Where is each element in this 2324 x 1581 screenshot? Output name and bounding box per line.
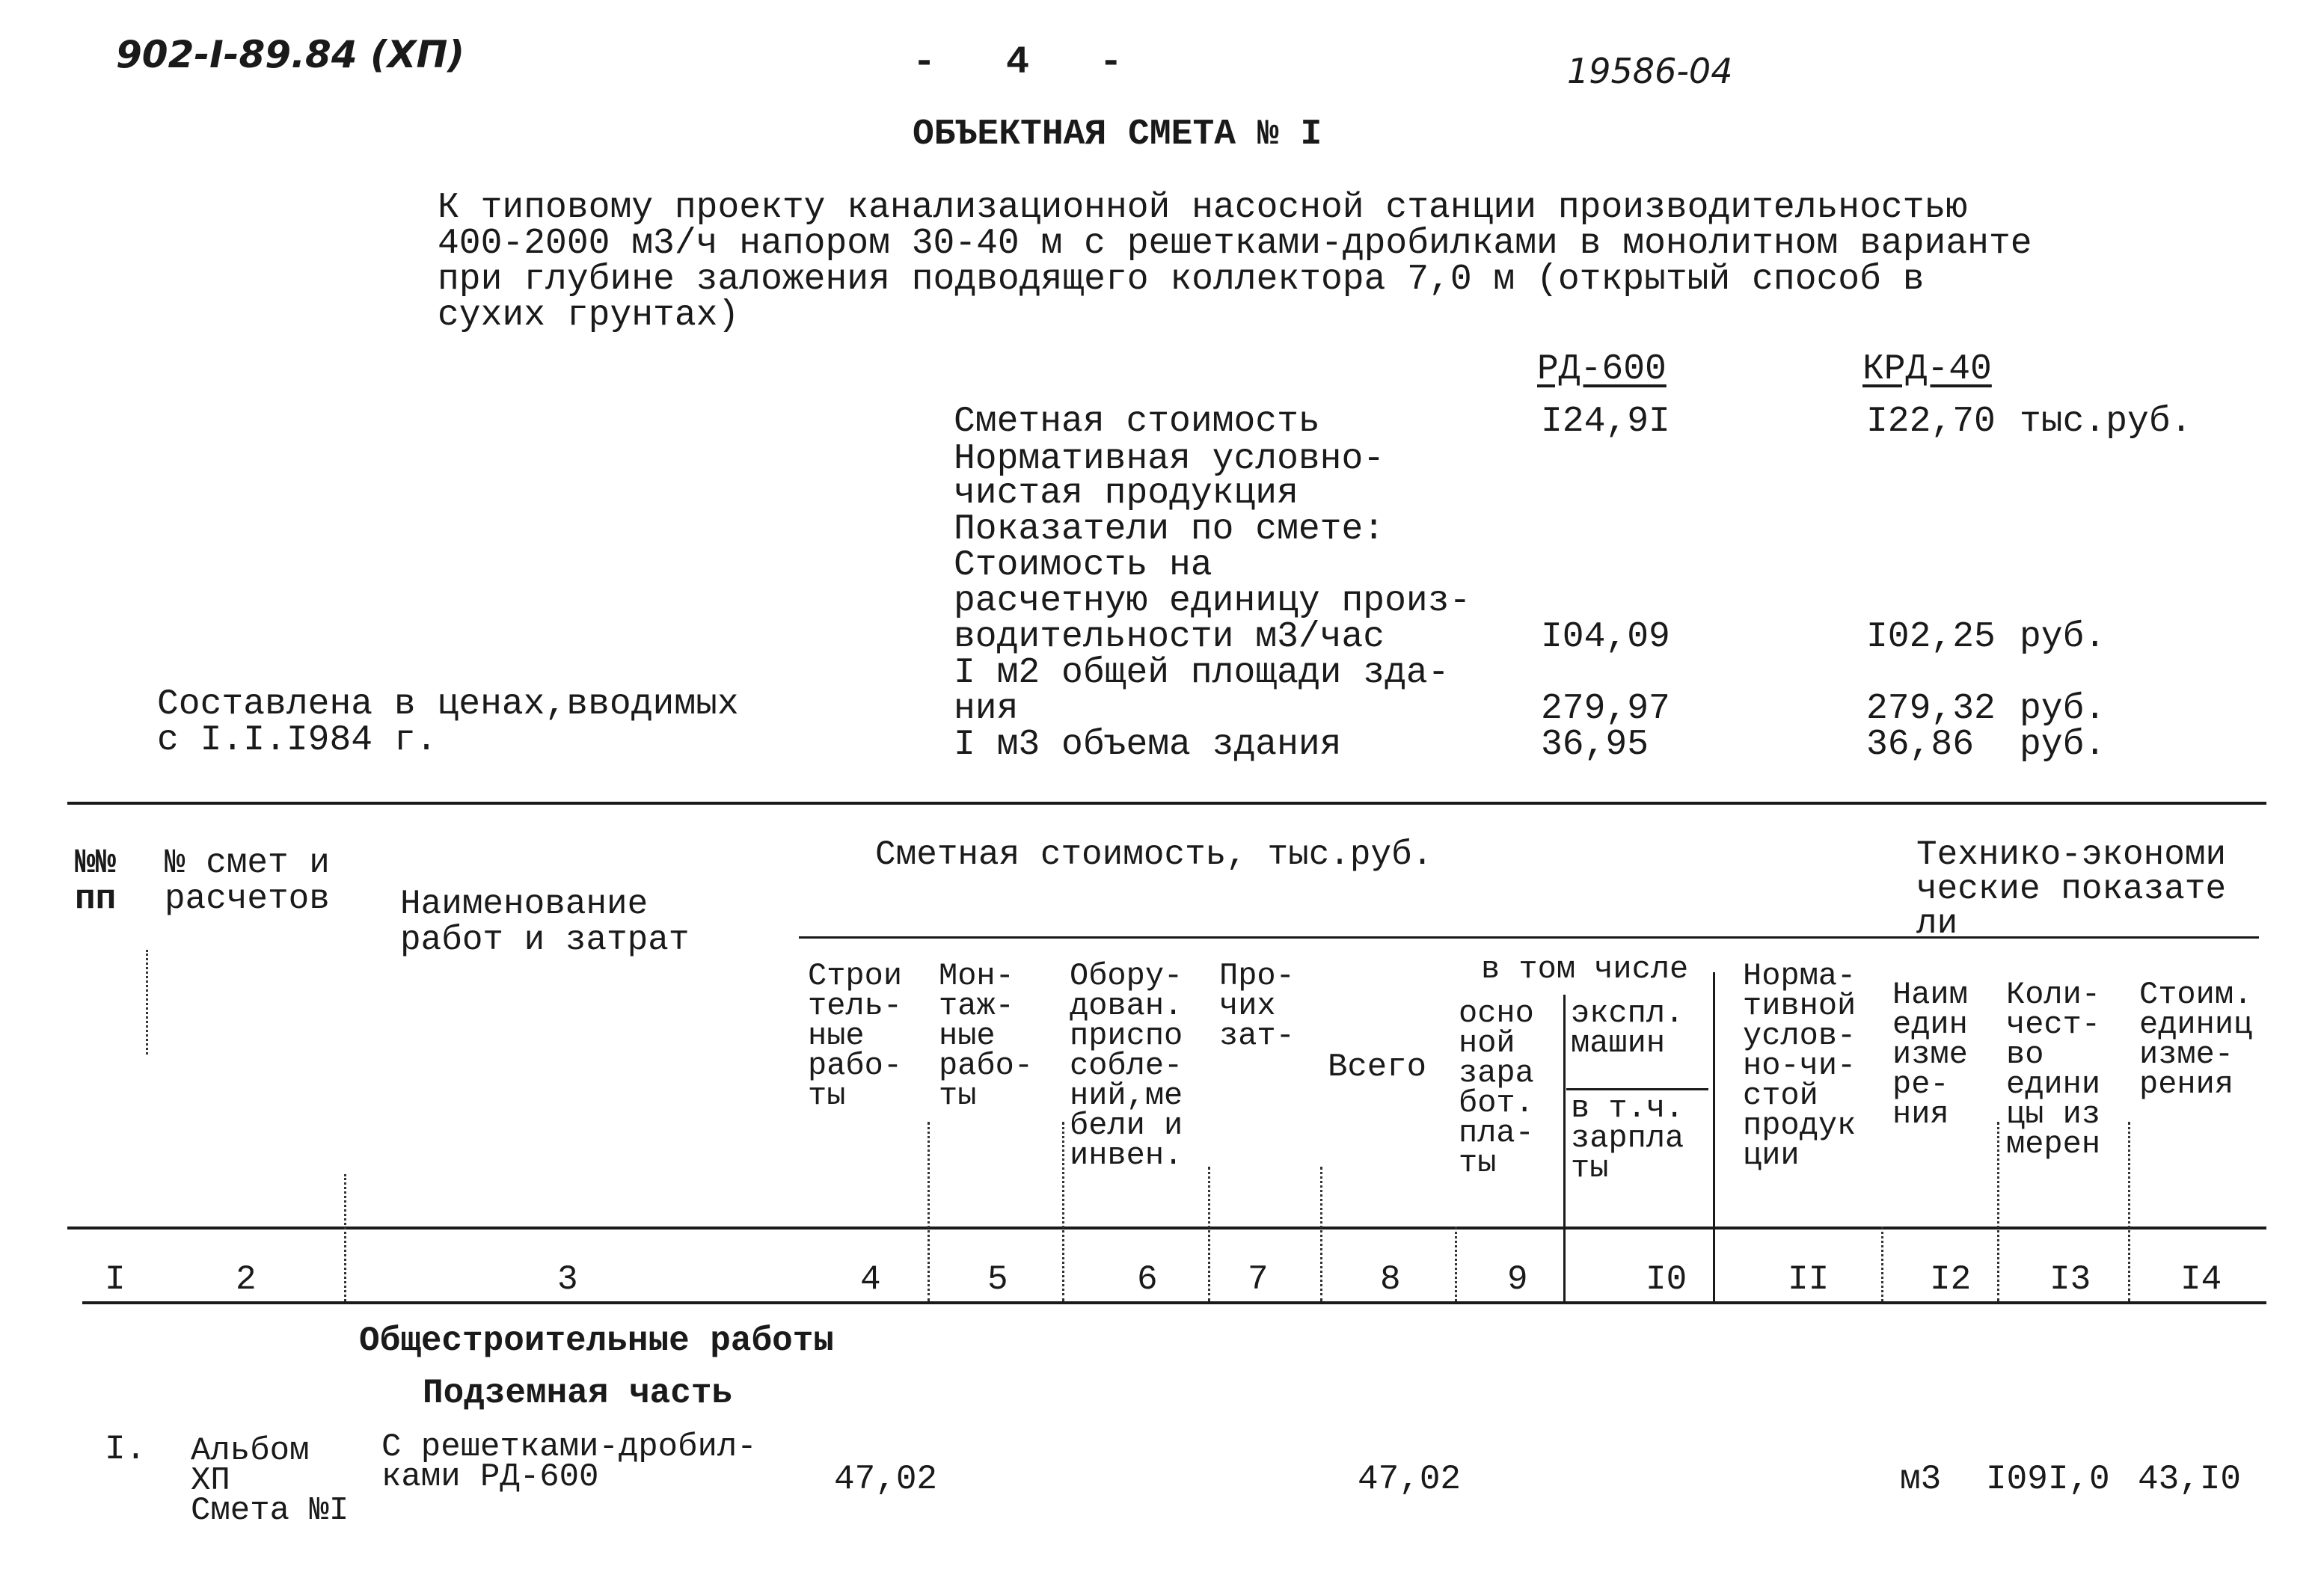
column-number-5: 5 <box>987 1260 1008 1299</box>
summary-label: ния <box>954 689 1019 729</box>
intro-line-3: при глубине заложения подводящего коллектора 7,0 м (открытый способ в <box>438 260 1925 300</box>
column-number-11: II <box>1788 1260 1830 1299</box>
summary-unit: тыс.руб. <box>2020 402 2192 442</box>
row-1-total: 47,02 <box>1358 1460 1462 1499</box>
sep-2 <box>344 1174 346 1301</box>
prices-note-line-2: с I.I.I984 г. <box>157 720 438 761</box>
sep-13 <box>2128 1122 2130 1301</box>
th-c8: Всего <box>1328 1049 1427 1086</box>
intro-line-1: К типовому проекту канализационной насосной станции производительностью <box>438 188 1968 228</box>
th-c7: Про- чих зат- <box>1219 958 1295 1054</box>
section-title: Общестроительные работы <box>359 1321 834 1360</box>
column-numbers-rule <box>82 1301 2266 1304</box>
header-bottom-rule <box>67 1227 2266 1230</box>
summary-label: Показатели по смете: <box>954 509 1385 550</box>
th-including: в том числе <box>1481 951 1689 987</box>
summary-label: I м2 общей площади зда- <box>954 653 1450 693</box>
sep-9 <box>1563 995 1566 1301</box>
row-1-construction-cost: 47,02 <box>834 1460 938 1499</box>
summary-label: расчетную единицу произ- <box>954 581 1471 621</box>
column-number-12: I2 <box>1930 1260 1972 1299</box>
row-1-unit: м3 <box>1900 1460 1942 1499</box>
th-c9: осно ной зара бот. пла- ты <box>1459 995 1534 1181</box>
sep-8 <box>1455 1227 1457 1301</box>
column-number-1: I <box>105 1260 126 1299</box>
summary-value-krd40: I02,25 <box>1866 617 1996 657</box>
summary-value-krd40: I22,70 <box>1866 402 1996 442</box>
th-c4: Строи тель- ные рабо- ты <box>808 958 903 1114</box>
column-number-9: 9 <box>1507 1260 1528 1299</box>
sep-10 <box>1713 972 1715 1301</box>
th-tech-group: Технико-экономи ческие показате ли <box>1916 835 2227 943</box>
summary-col-krd40: КРД-40 <box>1862 349 1992 390</box>
sep-7 <box>1320 1167 1322 1301</box>
row-1-number: I. <box>105 1430 147 1469</box>
intro-line-2: 400-2000 м3/ч напором 30-40 м с решетками-дробилками в монолитном варианте <box>438 224 2032 264</box>
prices-note-line-1: Составлена в ценах,вводимых <box>157 684 739 725</box>
th-c10-machines: экспл. машин <box>1571 995 1684 1061</box>
sep-1 <box>146 950 148 1054</box>
page-title: ОБЪЕКТНАЯ СМЕТА № I <box>913 114 1322 155</box>
th-estimate: № смет и расчетов <box>165 844 330 918</box>
summary-label: Стоимость на <box>954 545 1212 586</box>
column-number-4: 4 <box>860 1260 881 1299</box>
th-cost-group: Сметная стоимость, тыс.руб. <box>875 835 1433 874</box>
column-number-7: 7 <box>1248 1260 1269 1299</box>
sep-4 <box>928 1122 930 1301</box>
row-1-estimate: Альбом ХП Смета №I <box>191 1432 349 1529</box>
summary-label: Сметная стоимость <box>954 402 1320 442</box>
summary-value-krd40: 279,32 <box>1866 689 1996 729</box>
summary-value-krd40: 36,86 <box>1866 725 1975 765</box>
th-num: №№ пп <box>75 844 117 918</box>
summary-label: водительности м3/час <box>954 617 1385 657</box>
row-1-unit-cost: 43,I0 <box>2138 1460 2242 1499</box>
summary-label: чистая продукция <box>954 473 1299 514</box>
sep-6 <box>1208 1167 1210 1301</box>
subsection-title: Подземная часть <box>423 1374 733 1413</box>
document-code: 902-I-89.84 (ХП) <box>116 33 465 76</box>
column-number-6: 6 <box>1137 1260 1158 1299</box>
summary-label: Нормативная условно- <box>954 439 1385 479</box>
summary-unit: руб. <box>2020 725 2106 765</box>
summary-unit: руб. <box>2020 689 2106 729</box>
table-top-rule <box>67 802 2266 805</box>
th-c14: Стоим. единиц изме- рения <box>2139 977 2253 1102</box>
th-c12: Наим един изме ре- ния <box>1892 977 1968 1132</box>
sep-12 <box>1997 1122 1999 1301</box>
th-c13: Коли- чест- во едини цы из мерен <box>2006 977 2101 1162</box>
sep-5 <box>1062 1122 1064 1301</box>
summary-col-rd600: РД-600 <box>1537 349 1667 390</box>
archive-stamp-number: 19586-04 <box>1567 51 1733 91</box>
summary-value-rd600: I24,9I <box>1541 402 1670 442</box>
page-number: - 4 - <box>913 40 1123 85</box>
th-c11: Норма- тивной услов- но-чи- стой продук ции <box>1743 958 1857 1173</box>
th-c10-wages: в т.ч. зарпла ты <box>1571 1090 1684 1186</box>
row-1-name: С решетками-дробил- ками РД-600 <box>381 1428 757 1496</box>
intro-line-4: сухих грунтах) <box>438 295 740 336</box>
th-name: Наименование работ и затрат <box>400 885 690 960</box>
summary-value-rd600: 279,97 <box>1541 689 1670 729</box>
summary-value-rd600: 36,95 <box>1541 725 1649 765</box>
summary-label: I м3 объема здания <box>954 725 1342 765</box>
th-c5: Мон- таж- ные рабо- ты <box>939 958 1034 1114</box>
column-number-2: 2 <box>236 1260 257 1299</box>
summary-value-rd600: I04,09 <box>1541 617 1670 657</box>
column-number-14: I4 <box>2180 1260 2222 1299</box>
row-1-quantity: I09I,0 <box>1986 1460 2110 1499</box>
th-c6: Обору- дован. приспо собле- ний,ме бели и инвен. <box>1070 958 1183 1173</box>
summary-unit: руб. <box>2020 617 2106 657</box>
column-number-3: 3 <box>557 1260 578 1299</box>
column-number-13: I3 <box>2049 1260 2091 1299</box>
column-number-10: I0 <box>1646 1260 1687 1299</box>
sep-11 <box>1881 1227 1883 1301</box>
column-number-8: 8 <box>1380 1260 1401 1299</box>
